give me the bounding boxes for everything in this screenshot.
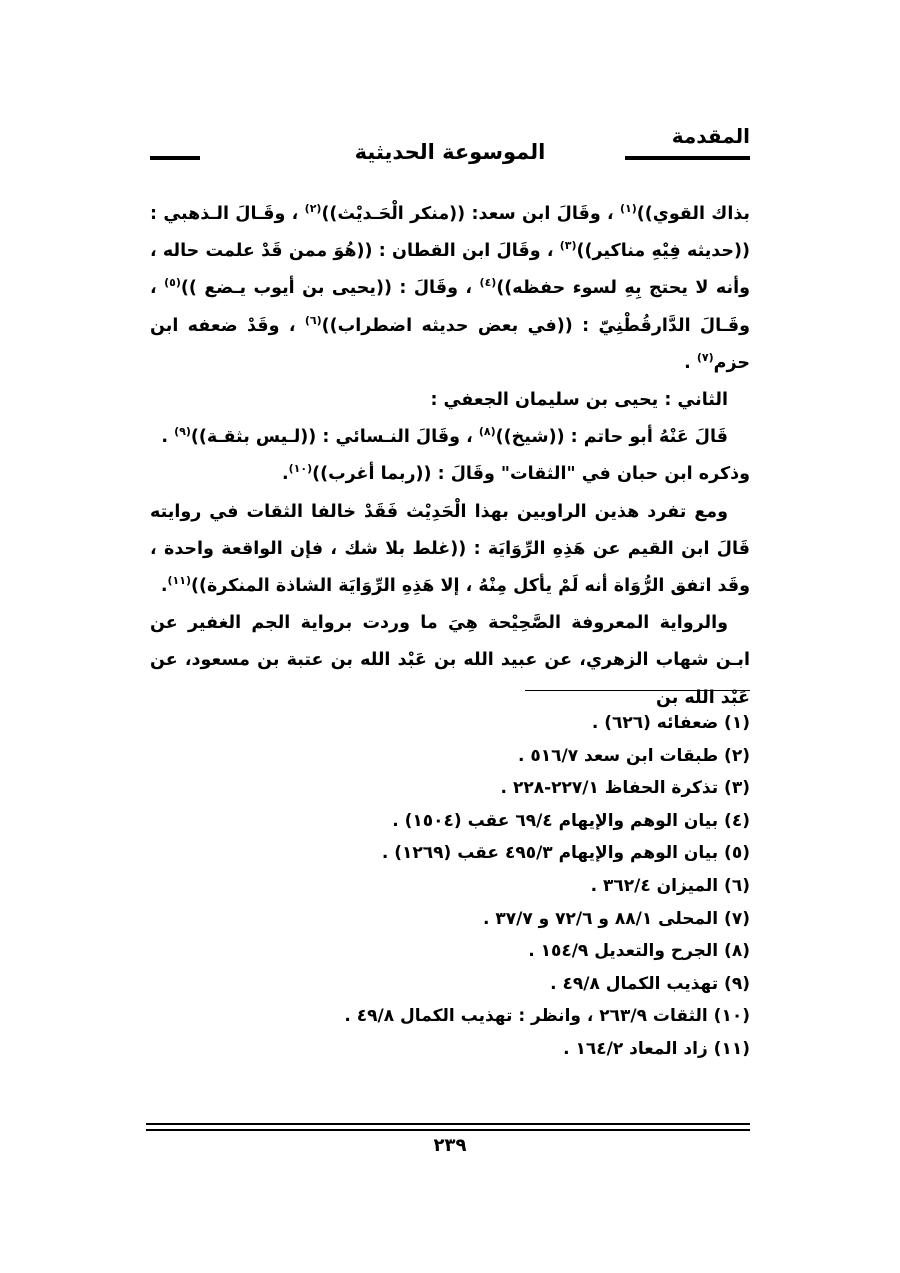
footnote-ref[interactable]: (٤) xyxy=(479,276,497,290)
footnote-ref[interactable]: (٦) xyxy=(304,313,322,327)
header-rule-left xyxy=(150,156,200,160)
footnote-ref[interactable]: (٢) xyxy=(304,202,322,216)
footnote-item: (٢) طبقات ابن سعد ٥١٦/٧ . xyxy=(517,745,750,766)
text-run: ومع تفرد هذين الراويين بهذا الْحَدِيْث فَقَدْ خالفا الثقات في روايته قَالَ ابن القيم عن هَذِهِ الرِّوَايَة : ((غلط بلا شك ، فإن الواقعة واحدة ، وقَد اتفق الرُّوَاة أنه لَمْ يأكل مِنْهُ ، إلا هَذِهِ الرِّوَايَة الشاذة المنكرة)) xyxy=(150,501,750,597)
footnote-ref[interactable]: (٧) xyxy=(696,350,714,364)
footnote-item: (٩) تهذيب الكمال ٤٩/٨ . xyxy=(550,973,750,994)
text-run: ، وقَـالَ الدَّارقُطْنِيّ : ((في بعض حديثه اضطراب)) xyxy=(150,278,751,336)
text-run: . xyxy=(281,464,289,485)
text-run: ، وقَالَ ابن القطان : ((هُوَ ممن قَدْ علمت حاله ، وأنه لا يحتج بِهِ لسوء حفظه)) xyxy=(150,241,750,299)
text-run: . xyxy=(160,576,168,597)
paragraph-2: الثاني : يحيى بن سليمان الجعفي : xyxy=(430,390,728,411)
text-run: ، وقَالَ النـسائي : ((لـيس بثقـة)) xyxy=(190,427,479,448)
footnote-separator xyxy=(525,690,750,691)
footnote-item: (٤) بيان الوهم والإيهام ٦٩/٤ عقب (١٥٠٤) . xyxy=(392,810,750,831)
footnote-ref[interactable]: (١) xyxy=(620,202,637,216)
footnote-ref[interactable]: (٩) xyxy=(174,425,191,439)
footnote-item: (٨) الجرح والتعديل ١٥٤/٩ . xyxy=(528,941,750,962)
book-title: الموسوعة الحديثية xyxy=(354,140,546,164)
paragraph-3 xyxy=(150,419,750,456)
text-run: بذاك القوي)) xyxy=(636,204,751,224)
footnote-item: (١١) زاد المعاد ١٦٤/٢ . xyxy=(563,1038,750,1059)
footnote-ref[interactable]: (٥) xyxy=(164,276,181,290)
footnote-ref[interactable]: (١١) xyxy=(167,574,191,588)
page-header xyxy=(150,122,750,172)
text-run: ، وقَدْ ضعفه ابن حزم xyxy=(150,315,750,373)
text-run: قَالَ عَنْهُ أبو حاتم : ((شيخ)) xyxy=(495,427,728,448)
paragraph-1 xyxy=(150,196,750,382)
text-run: . xyxy=(161,427,175,448)
footnote-item: (٦) الميزان ٣٦٢/٤ . xyxy=(590,875,750,896)
footnote-item: (٥) بيان الوهم والإيهام ٤٩٥/٣ عقب (١٢٦٩) . xyxy=(381,843,750,864)
footnote-item: (١٠) الثقات ٢٦٣/٩ ، وانظر : تهذيب الكمال ٤٩/٨ . xyxy=(344,1006,750,1027)
paragraph-4 xyxy=(150,456,750,493)
footer-rule xyxy=(146,1129,750,1131)
paragraph-5 xyxy=(150,494,750,606)
footnote-ref[interactable]: (٣) xyxy=(559,239,577,253)
footer-rule xyxy=(146,1123,750,1125)
text-run: . xyxy=(684,352,697,373)
footnote-ref[interactable]: (٨) xyxy=(478,425,496,439)
paragraph-6: والرواية المعروفة الصَّحِيْحة هِيَ ما وردت برواية الجم الغفير عن ابـن شهاب الزهري، عن عبيد الله بن عَبْد الله بن عتبة بن مسعود، عن عَبْد الله بن xyxy=(150,613,750,708)
footnote-item: (١) ضعفائه (٦٢٦) . xyxy=(591,713,750,733)
section-title: المقدمة xyxy=(671,124,750,148)
footnote-ref[interactable]: (١٠) xyxy=(288,462,313,476)
text-run: ، وقَالَ ابن سعد: ((منكر الْحَـديْث)) xyxy=(321,204,621,224)
page-number: ٢٣٩ xyxy=(433,1135,467,1156)
text-run: ، وقَالَ : ((يحيى بن أيوب يـضع )) xyxy=(180,278,480,299)
footnote-item: (٧) المحلى ٨٨/١ و ٧٢/٦ و ٣٧/٧ . xyxy=(482,908,750,929)
footnote-item: (٣) تذكرة الحفاظ ٢٢٧/١-٢٢٨ . xyxy=(500,778,750,799)
footnotes xyxy=(150,707,750,1066)
main-text xyxy=(150,196,750,717)
text-run: وذكره ابن حبان في "الثقات" وقَالَ : ((ربما أغرب)) xyxy=(312,464,750,485)
text-run: ، وقَـالَ الـذهبي : ((حديثه فِيْهِ مناكير)) xyxy=(150,204,750,262)
